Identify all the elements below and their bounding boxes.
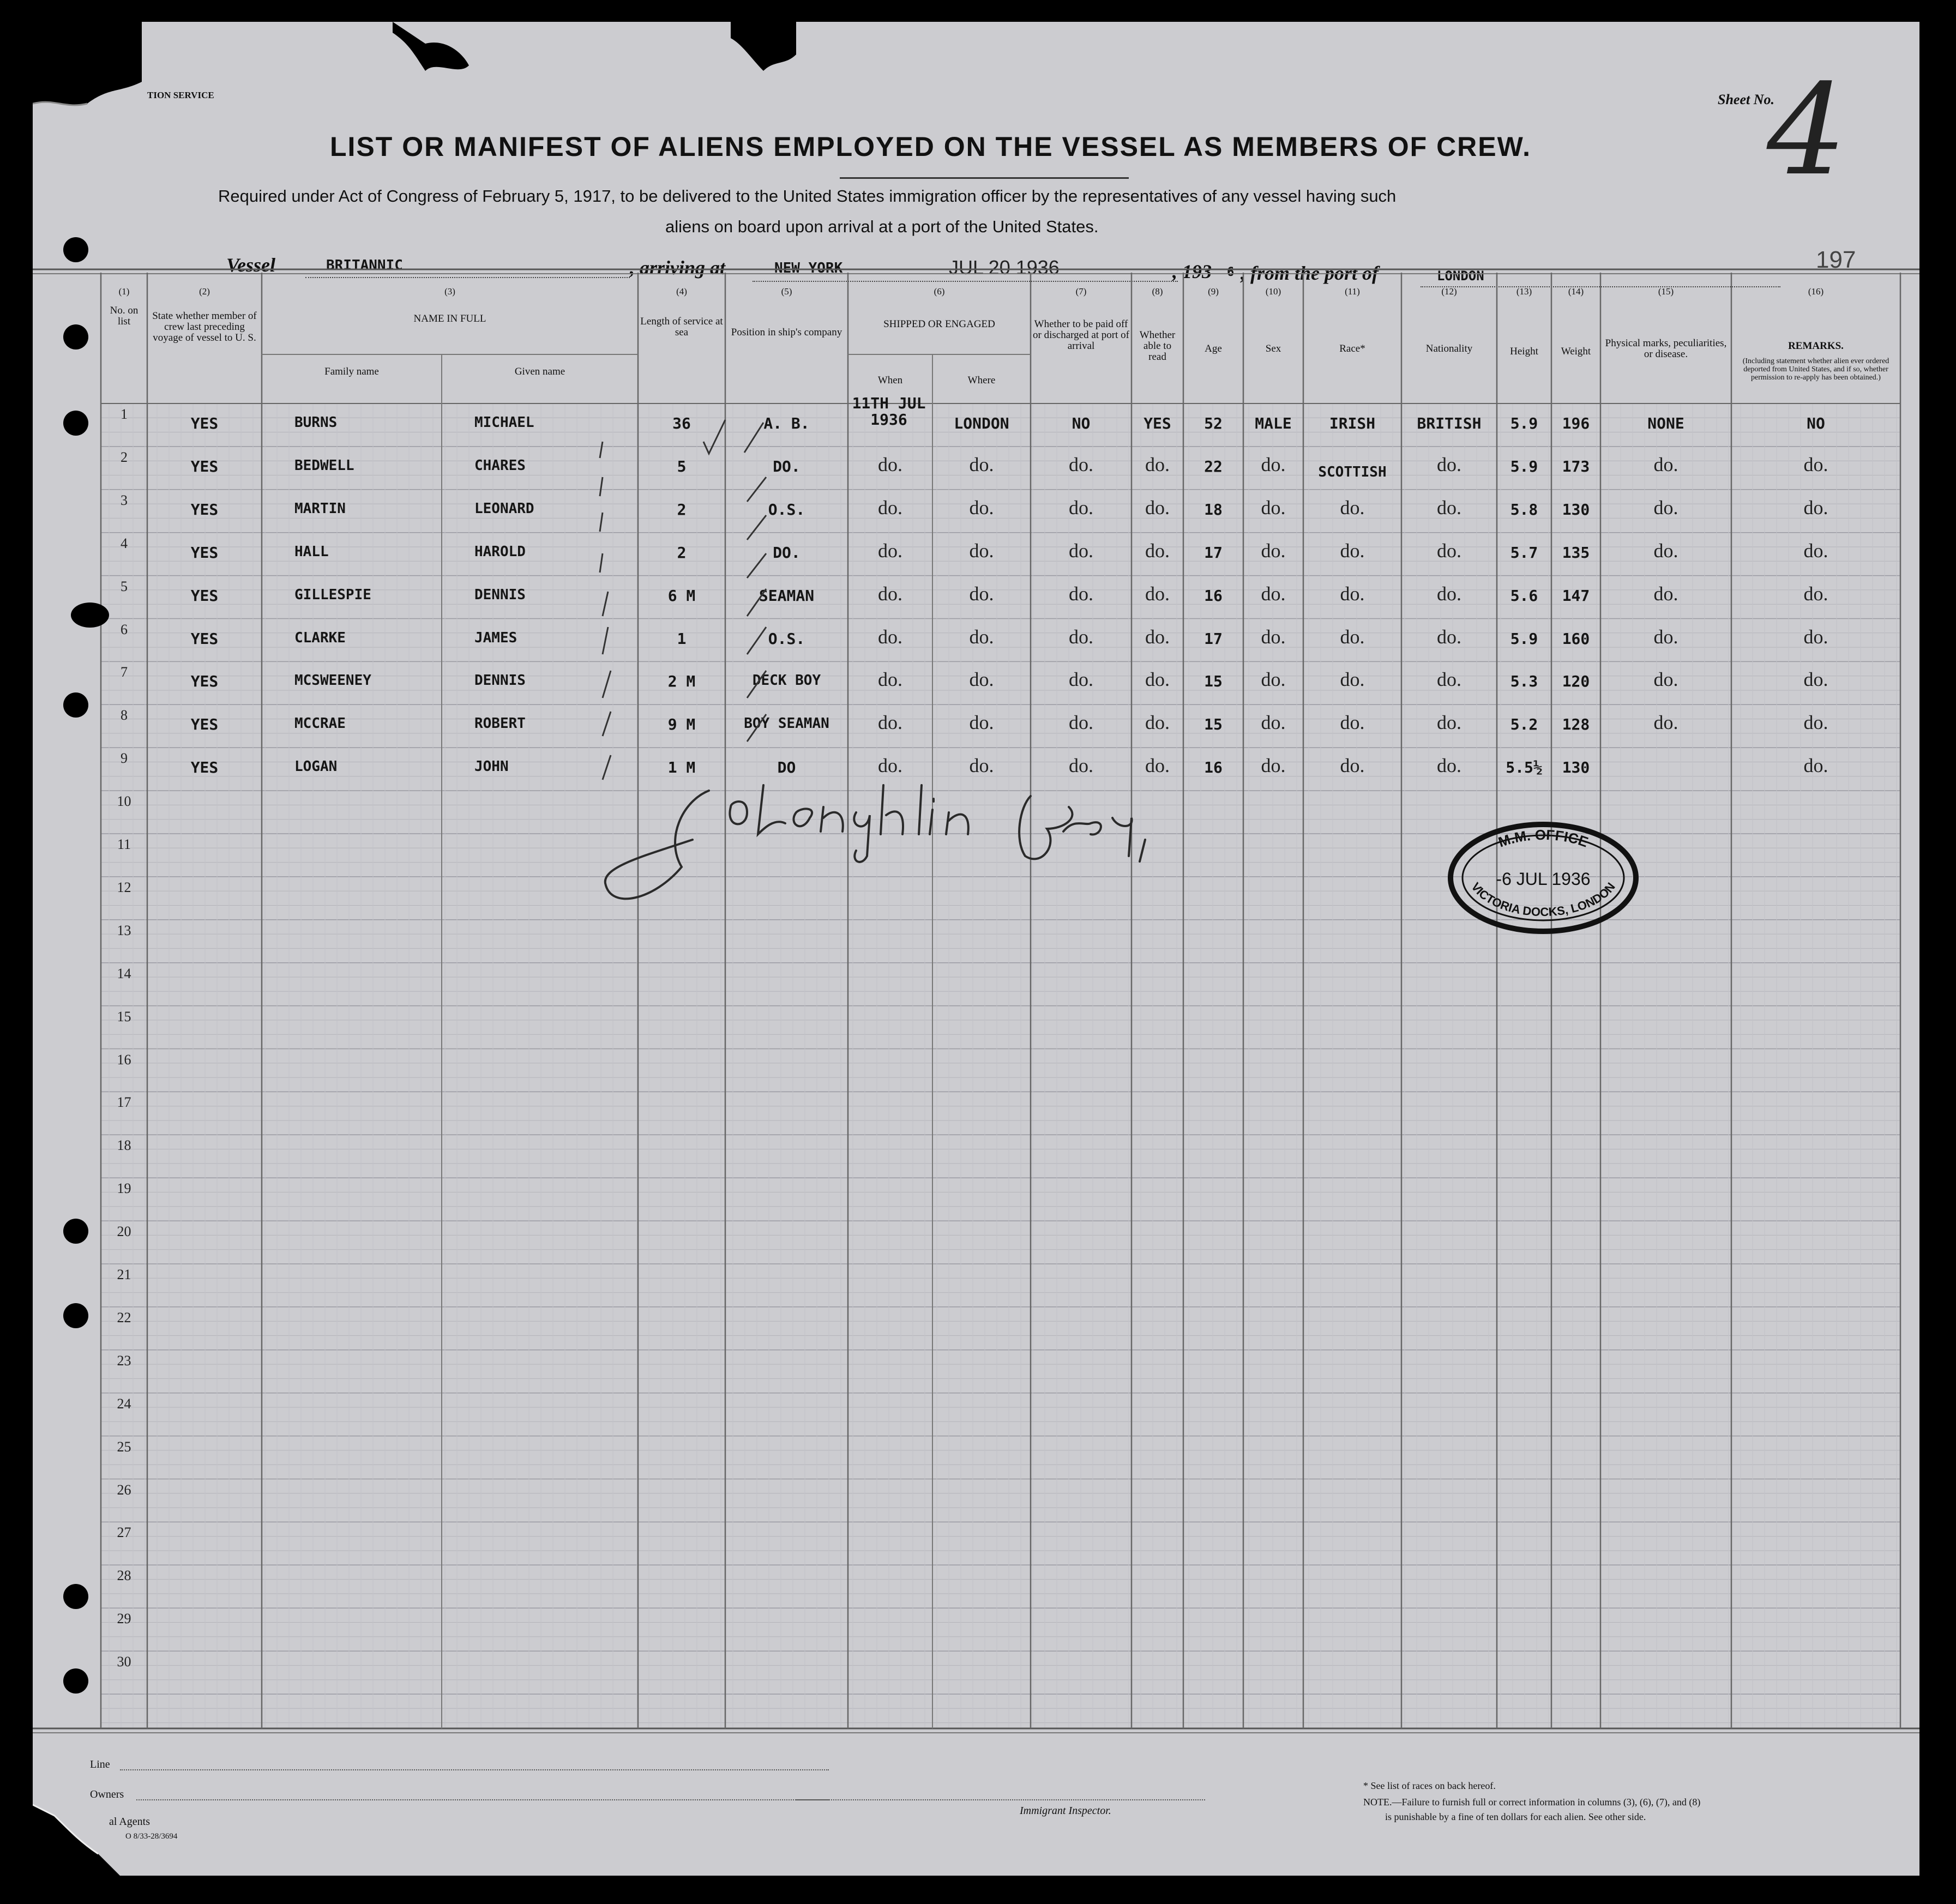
- cell-height: 5.2: [1510, 715, 1538, 734]
- cell-sex: do.: [1261, 582, 1286, 605]
- cell-nationality: do.: [1437, 582, 1461, 605]
- col-c16-note: (Including statement whether alien ever ordered deported from United States, and if so, whether permission to re-apply has been obtained.): [1742, 357, 1889, 382]
- cell-family: LOGAN: [294, 758, 338, 775]
- col-c3-label: NAME IN FULL: [413, 313, 486, 324]
- cell-race: do.: [1340, 625, 1365, 648]
- cell-marks: do.: [1653, 496, 1678, 519]
- cell-when: do.: [878, 496, 902, 519]
- col-c4-label: Length of service at sea: [640, 316, 723, 338]
- row-number: 16: [117, 1051, 131, 1068]
- cell-race: do.: [1340, 668, 1365, 691]
- cell-age: 52: [1204, 414, 1223, 432]
- row-number: 9: [121, 750, 128, 767]
- cell-position: DECK BOY: [752, 672, 821, 689]
- cell-given: JAMES: [474, 629, 517, 646]
- cell-age: 17: [1204, 543, 1223, 562]
- col-c12-number: (12): [1441, 286, 1457, 297]
- cell-where: do.: [969, 712, 994, 734]
- footer-owners-label: Owners: [90, 1788, 124, 1800]
- cell-weight: 196: [1562, 414, 1590, 432]
- cell-weight: 130: [1562, 500, 1590, 519]
- cell-age: 16: [1204, 586, 1223, 605]
- cell-nationality: do.: [1437, 755, 1461, 777]
- cell-race: IRISH: [1329, 414, 1376, 432]
- manifest-sheet: [33, 22, 1919, 1876]
- cell-given: LEONARD: [474, 500, 534, 517]
- cell-sex: do.: [1261, 755, 1286, 777]
- footer-agents-label: al Agents: [109, 1816, 150, 1828]
- col-c6-number: (6): [934, 286, 945, 297]
- cell-family: BEDWELL: [294, 457, 354, 474]
- cell-given: DENNIS: [474, 672, 526, 689]
- col-c11-number: (11): [1345, 286, 1360, 297]
- col-c7-number: (7): [1075, 286, 1087, 297]
- cell-service: 6 M: [667, 586, 696, 605]
- cell-family: BURNS: [294, 414, 338, 431]
- col-c7-label: Whether to be paid off or discharged at port of arrival: [1033, 318, 1129, 352]
- punch-hole: [71, 602, 109, 628]
- cell-service: 5: [677, 457, 687, 475]
- punch-hole: [63, 1303, 88, 1328]
- cell-where: do.: [969, 453, 994, 475]
- cell-marks: do.: [1653, 539, 1678, 562]
- cell-race: SCOTTISH: [1318, 463, 1387, 480]
- col-c13-label: Height: [1510, 346, 1538, 357]
- cell-age: 15: [1204, 672, 1223, 691]
- cell-age: 17: [1204, 629, 1223, 648]
- subtitle-line1: Required under Act of Congress of February 5, 1917, to be delivered to the United States immigration officer by the representatives of any vessel having such: [218, 186, 1397, 206]
- cell-when: do.: [878, 625, 902, 648]
- stamp-date: -6 JUL 1936: [1496, 869, 1591, 889]
- cell-nationality: do.: [1437, 539, 1461, 562]
- punch-hole: [63, 411, 88, 436]
- cell-voyage: YES: [190, 586, 219, 605]
- cell-paid_off: NO: [1072, 414, 1091, 432]
- row-number: 18: [117, 1137, 131, 1154]
- cell-sex: do.: [1261, 625, 1286, 648]
- col-c4-number: (4): [676, 286, 687, 297]
- inspector-label: Immigrant Inspector.: [1020, 1805, 1111, 1817]
- cell-race: do.: [1340, 496, 1365, 519]
- cell-service: 1: [677, 629, 687, 648]
- cell-family: GILLESPIE: [294, 586, 371, 603]
- cell-remarks: do.: [1803, 668, 1828, 691]
- cell-read: do.: [1145, 539, 1170, 562]
- col-c5-number: (5): [781, 286, 792, 297]
- footer-line-rule: [120, 1769, 829, 1770]
- col-c16-number: (16): [1808, 286, 1824, 297]
- col-c6-when: When: [877, 375, 903, 386]
- row-number: 15: [117, 1008, 131, 1025]
- punch-hole: [63, 1584, 88, 1609]
- cell-voyage: YES: [190, 758, 219, 777]
- cell-given: CHARES: [474, 457, 526, 474]
- cell-paid_off: do.: [1069, 625, 1093, 648]
- cell-position: O.S.: [768, 500, 805, 519]
- row-number: 4: [121, 535, 128, 551]
- cell-sex: MALE: [1255, 414, 1292, 432]
- punch-hole: [63, 324, 88, 350]
- cell-when: do.: [878, 668, 902, 691]
- cell-paid_off: do.: [1069, 539, 1093, 562]
- cell-family: MCCRAE: [294, 715, 346, 732]
- col-c12-label: Nationality: [1425, 343, 1473, 354]
- cell-weight: 160: [1562, 629, 1590, 648]
- row-number: 14: [117, 965, 131, 981]
- cell-paid_off: do.: [1069, 496, 1093, 519]
- cell-where: do.: [969, 582, 994, 605]
- col-c15-label: Physical marks, peculiarities, or disease.: [1605, 338, 1727, 360]
- row-number: 25: [117, 1438, 131, 1455]
- col-c8-number: (8): [1152, 286, 1163, 297]
- col-c6-label: SHIPPED OR ENGAGED: [883, 318, 995, 330]
- cell-nationality: BRITISH: [1417, 414, 1482, 432]
- cell-position: BOY SEAMAN: [744, 715, 829, 732]
- cell-marks: do.: [1653, 668, 1678, 691]
- cell-remarks: do.: [1803, 712, 1828, 734]
- col-c9-label: Age: [1205, 343, 1222, 354]
- row-number: 7: [121, 664, 128, 680]
- cell-when: do.: [878, 755, 902, 777]
- cell-read: do.: [1145, 496, 1170, 519]
- cell-read: do.: [1145, 582, 1170, 605]
- cell-race: do.: [1340, 712, 1365, 734]
- col-c16-label: REMARKS.: [1788, 340, 1844, 352]
- punch-hole: [63, 237, 88, 262]
- note-line2: is punishable by a fine of ten dollars for each alien. See other side.: [1385, 1811, 1646, 1822]
- cell-position: O.S.: [768, 629, 805, 648]
- cell-age: 15: [1204, 715, 1223, 734]
- row-number: 22: [117, 1309, 131, 1325]
- row-number: 20: [117, 1224, 131, 1240]
- cell-height: 5.9: [1510, 457, 1538, 475]
- cell-sex: do.: [1261, 668, 1286, 691]
- cell-family: CLARKE: [294, 629, 346, 646]
- col-c1-number: (1): [118, 286, 130, 297]
- note-line1: NOTE.—Failure to furnish full or correct information in columns (3), (6), (7), and (8): [1363, 1797, 1701, 1807]
- cell-where: do.: [969, 539, 994, 562]
- row-number: 10: [117, 793, 131, 810]
- cell-voyage: YES: [190, 500, 219, 519]
- col-c3-number: (3): [444, 286, 455, 297]
- row-number: 12: [117, 879, 131, 895]
- cell-where: do.: [969, 668, 994, 691]
- row-number: 1: [121, 406, 128, 422]
- cell-voyage: YES: [190, 543, 219, 562]
- vessel-label: Vessel: [226, 254, 275, 276]
- row-number: 29: [117, 1611, 131, 1627]
- cell-height: 5.6: [1510, 586, 1538, 605]
- cell-given: MICHAEL: [474, 414, 534, 431]
- cell-nationality: do.: [1437, 496, 1461, 519]
- cell-sex: do.: [1261, 539, 1286, 562]
- cell-given: DENNIS: [474, 586, 526, 603]
- cell-height: 5.3: [1510, 672, 1538, 691]
- punch-hole: [63, 692, 88, 718]
- row-number: 28: [117, 1568, 131, 1584]
- row-number: 5: [121, 578, 128, 594]
- cell-paid_off: do.: [1069, 582, 1093, 605]
- cell-race: do.: [1340, 539, 1365, 562]
- row-number: 19: [117, 1180, 131, 1197]
- cell-service: 2 M: [667, 672, 696, 691]
- footer-line-label: Line: [90, 1758, 110, 1770]
- cell-when: do.: [878, 539, 902, 562]
- row-number: 6: [121, 621, 128, 637]
- col-c6-where: Where: [967, 375, 996, 386]
- cell-remarks: do.: [1803, 755, 1828, 777]
- mm-office-stamp: [1445, 821, 1641, 935]
- col-c9-number: (9): [1208, 286, 1219, 297]
- cell-marks: do.: [1653, 453, 1678, 475]
- row-number: 24: [117, 1395, 131, 1412]
- cell-height: 5.5½: [1506, 758, 1543, 777]
- cell-remarks: do.: [1803, 496, 1828, 519]
- cell-age: 16: [1204, 758, 1223, 777]
- cell-given: JOHN: [474, 758, 509, 775]
- cell-remarks: do.: [1803, 625, 1828, 648]
- cell-sex: do.: [1261, 496, 1286, 519]
- cell-read: do.: [1145, 712, 1170, 734]
- year-suffix: 6: [1227, 266, 1235, 279]
- col-c14-label: Weight: [1561, 346, 1591, 357]
- cell-sex: do.: [1261, 453, 1286, 475]
- stamp-top-text: M.M. OFFICE: [1496, 826, 1591, 851]
- cell-family: HALL: [294, 543, 329, 560]
- cell-height: 5.7: [1510, 543, 1538, 562]
- cell-read: do.: [1145, 755, 1170, 777]
- cell-remarks: NO: [1807, 414, 1825, 432]
- cell-nationality: do.: [1437, 625, 1461, 648]
- col-c2-number: (2): [199, 286, 210, 297]
- row-number: 30: [117, 1654, 131, 1670]
- cell-paid_off: do.: [1069, 453, 1093, 475]
- footer-owners-rule: [136, 1799, 829, 1800]
- cell-read: do.: [1145, 453, 1170, 475]
- cell-voyage: YES: [190, 629, 219, 648]
- cell-voyage: YES: [190, 715, 219, 734]
- row-number: 2: [121, 449, 128, 465]
- cell-when: do.: [878, 582, 902, 605]
- vessel-name: BRITANNIC: [326, 257, 403, 274]
- arriving-port: NEW YORK: [774, 260, 843, 276]
- cell-position: DO: [777, 758, 796, 777]
- cell-height: 5.8: [1510, 500, 1538, 519]
- cell-position: A. B.: [763, 414, 810, 432]
- cell-service: 36: [672, 414, 691, 432]
- cell-marks: do.: [1653, 712, 1678, 734]
- service-fragment: TION SERVICE: [147, 90, 214, 100]
- date-stamp: JUL 20 1936: [949, 256, 1060, 279]
- col-c2-label: State whether member of crew last preceding voyage of vessel to U. S.: [152, 310, 257, 344]
- cell-given: HAROLD: [474, 543, 526, 560]
- cell-where: do.: [969, 755, 994, 777]
- cell-when: do.: [878, 453, 902, 475]
- row-number: 26: [117, 1481, 131, 1498]
- cell-service: 2: [677, 500, 687, 519]
- pencil-marks: [33, 22, 1919, 1876]
- col-c14-number: (14): [1568, 286, 1584, 297]
- col-c13-number: (13): [1516, 286, 1532, 297]
- cell-nationality: do.: [1437, 453, 1461, 475]
- col-c3-family: Family name: [324, 366, 379, 377]
- inspector-signature: [600, 774, 1254, 916]
- cell-given: ROBERT: [474, 715, 526, 732]
- from-port: LONDON: [1437, 268, 1484, 284]
- punch-hole: [63, 1219, 88, 1244]
- cell-family: MARTIN: [294, 500, 346, 517]
- cell-height: 5.9: [1510, 414, 1538, 432]
- cell-voyage: YES: [190, 672, 219, 691]
- cell-age: 22: [1204, 457, 1223, 475]
- row-number: 21: [117, 1267, 131, 1282]
- cell-voyage: YES: [190, 414, 219, 432]
- cell-marks: do.: [1653, 625, 1678, 648]
- row-number: 17: [117, 1094, 131, 1111]
- from-port-label: , from the port of: [1241, 262, 1379, 284]
- cell-weight: 120: [1562, 672, 1590, 691]
- form-code: O 8/33-28/3694: [125, 1832, 178, 1841]
- cell-paid_off: do.: [1069, 755, 1093, 777]
- cell-when: do.: [878, 712, 902, 734]
- cell-remarks: do.: [1803, 539, 1828, 562]
- inspector-rule: [796, 1799, 1205, 1800]
- cell-race: do.: [1340, 582, 1365, 605]
- cell-position: DO.: [773, 457, 801, 475]
- row-number: 3: [121, 492, 128, 508]
- cell-paid_off: do.: [1069, 712, 1093, 734]
- cell-sex: do.: [1261, 712, 1286, 734]
- year-label: , 193: [1172, 261, 1212, 282]
- col-c3-given: Given name: [514, 366, 565, 377]
- row-number: 8: [121, 707, 128, 724]
- cell-service: 2: [677, 543, 687, 562]
- cell-weight: 128: [1562, 715, 1590, 734]
- row-number: 13: [117, 922, 131, 938]
- cell-read: do.: [1145, 625, 1170, 648]
- row-number: 27: [117, 1525, 131, 1541]
- cell-remarks: do.: [1803, 582, 1828, 605]
- col-c10-number: (10): [1265, 286, 1281, 297]
- stamp-bottom-text: VICTORIA DOCKS, LONDON: [1468, 879, 1618, 919]
- cell-where: do.: [969, 496, 994, 519]
- cell-remarks: do.: [1803, 453, 1828, 475]
- cell-weight: 135: [1562, 543, 1590, 562]
- row-number: 23: [117, 1352, 131, 1369]
- cell-read: do.: [1145, 668, 1170, 691]
- col-c8-label: Whether able to read: [1139, 329, 1176, 363]
- arriving-label: , arriving at: [630, 257, 726, 279]
- cell-weight: 173: [1562, 457, 1590, 475]
- cell-race: do.: [1340, 755, 1365, 777]
- cell-height: 5.9: [1510, 629, 1538, 648]
- cell-weight: 147: [1562, 586, 1590, 605]
- cell-nationality: do.: [1437, 712, 1461, 734]
- punch-hole: [63, 1668, 88, 1694]
- cell-voyage: YES: [190, 457, 219, 475]
- note-star: * See list of races on back hereof.: [1363, 1780, 1496, 1791]
- col-c1-label: No. on list: [110, 305, 139, 327]
- sheet-label: Sheet No.: [1718, 92, 1774, 107]
- sheet-number: 4: [1767, 58, 1847, 203]
- col-c11-label: Race*: [1339, 343, 1365, 354]
- col-c10-label: Sex: [1265, 343, 1281, 354]
- cell-family: MCSWEENEY: [294, 672, 371, 689]
- cell-where: do.: [969, 625, 994, 648]
- cell-service: 9 M: [667, 715, 696, 734]
- cell-position: SEAMAN: [759, 586, 815, 605]
- row-number: 11: [117, 836, 131, 852]
- cell-when: 11TH JUL 1936: [852, 394, 926, 429]
- page-number: 197: [1816, 246, 1856, 273]
- cell-read: YES: [1143, 414, 1171, 432]
- cell-age: 18: [1204, 500, 1223, 519]
- page-title: LIST OR MANIFEST OF ALIENS EMPLOYED ON THE VESSEL AS MEMBERS OF CREW.: [330, 131, 1531, 162]
- cell-marks: do.: [1653, 582, 1678, 605]
- cell-weight: 130: [1562, 758, 1590, 777]
- col-c5-label: Position in ship's company: [731, 327, 842, 338]
- cell-where: LONDON: [954, 414, 1009, 432]
- col-c15-number: (15): [1658, 286, 1674, 297]
- cell-marks: NONE: [1647, 414, 1684, 432]
- cell-paid_off: do.: [1069, 668, 1093, 691]
- cell-nationality: do.: [1437, 668, 1461, 691]
- subtitle-line2: aliens on board upon arrival at a port of the United States.: [665, 217, 1099, 236]
- cell-position: DO.: [773, 543, 801, 562]
- cell-service: 1 M: [667, 758, 696, 777]
